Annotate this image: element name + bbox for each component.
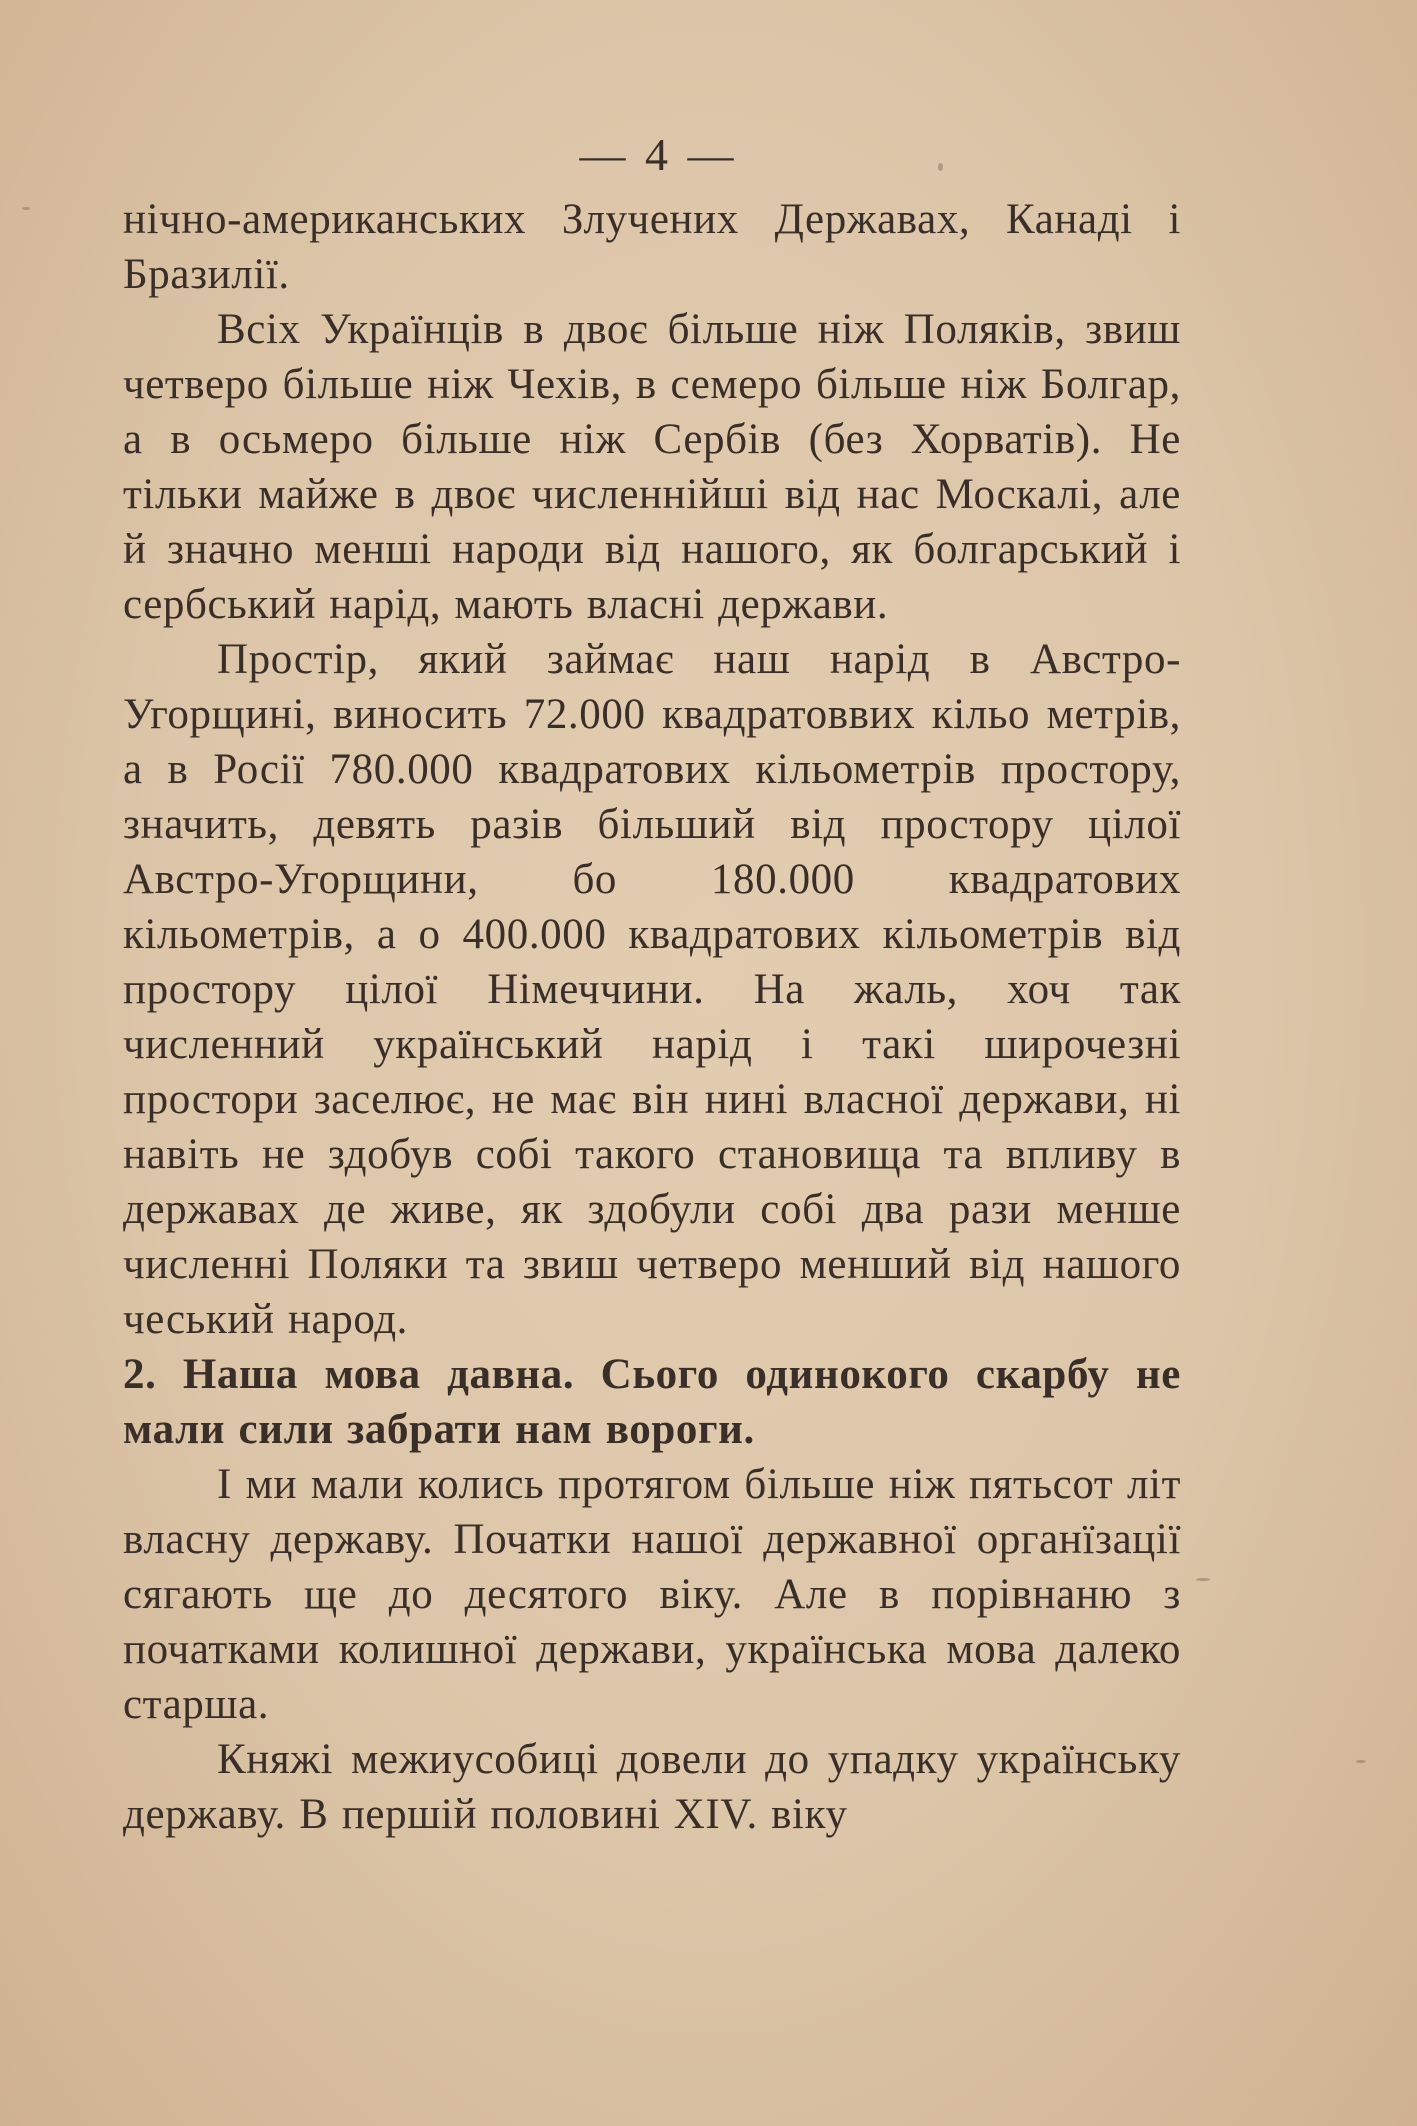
paper-speck	[1196, 1578, 1210, 1581]
paper-speck	[938, 163, 943, 171]
paragraph-decline: Княжі межиусобиці довели до упадку українську державу. В першій половині XIV. віку	[123, 1736, 1181, 1838]
page-number: — 4 —	[579, 129, 738, 180]
section-heading: 2. Наша мова давна. Сього одинокого скарбу не мали сили забрати нам вороги.	[123, 1351, 1181, 1453]
paragraph-history: І ми мали колись протягом більше ніж пятьсот літ власну державу. Початки нашої державної органїзації сягають ще до десятого віку. Але в порівнаню з початками колишної держави, українська мова далеко старша.	[123, 1461, 1181, 1728]
body-text	[123, 192, 1181, 1842]
paragraph-territory: Простір, який займає наш нарід в Австро-Угорщині, виносить 72.000 квадратоввих кільо метрів, а в Росії 780.000 квадратових кільометрів простору, значить, девять разів більший від простору цілої Австро-Угорщини, бо 180.000 квадратових кільометрів, а о 400.000 квадратових кільометрів від простору цілої Німеччини. На жаль, хоч так численний український нарід і такі широчезні простори заселює, не має він нині власної держави, ні навіть не здобув собі такого становища та впливу в державах де живе, як здобули собі два рази менше численні Поляки та звиш четверо менший від нашого чеський народ.	[123, 636, 1181, 1343]
paragraph-continuation: нічно-американських Злучених Державах, Канаді і Бразилії.	[123, 196, 1181, 298]
paragraph-population: Всіх Українців в двоє більше ніж Поляків, звиш четверо більше ніж Чехів, в семеро більше ніж Болгар, а в осьмеро більше ніж Сербів (без Хорватів). Не тільки майже в двоє численнійші від нас Москалі, але й значно менші народи від нашого, як болгарський і сербський нарід, мають власні держави.	[123, 306, 1181, 628]
paper-speck	[22, 207, 30, 210]
paper-speck	[1356, 1760, 1366, 1763]
